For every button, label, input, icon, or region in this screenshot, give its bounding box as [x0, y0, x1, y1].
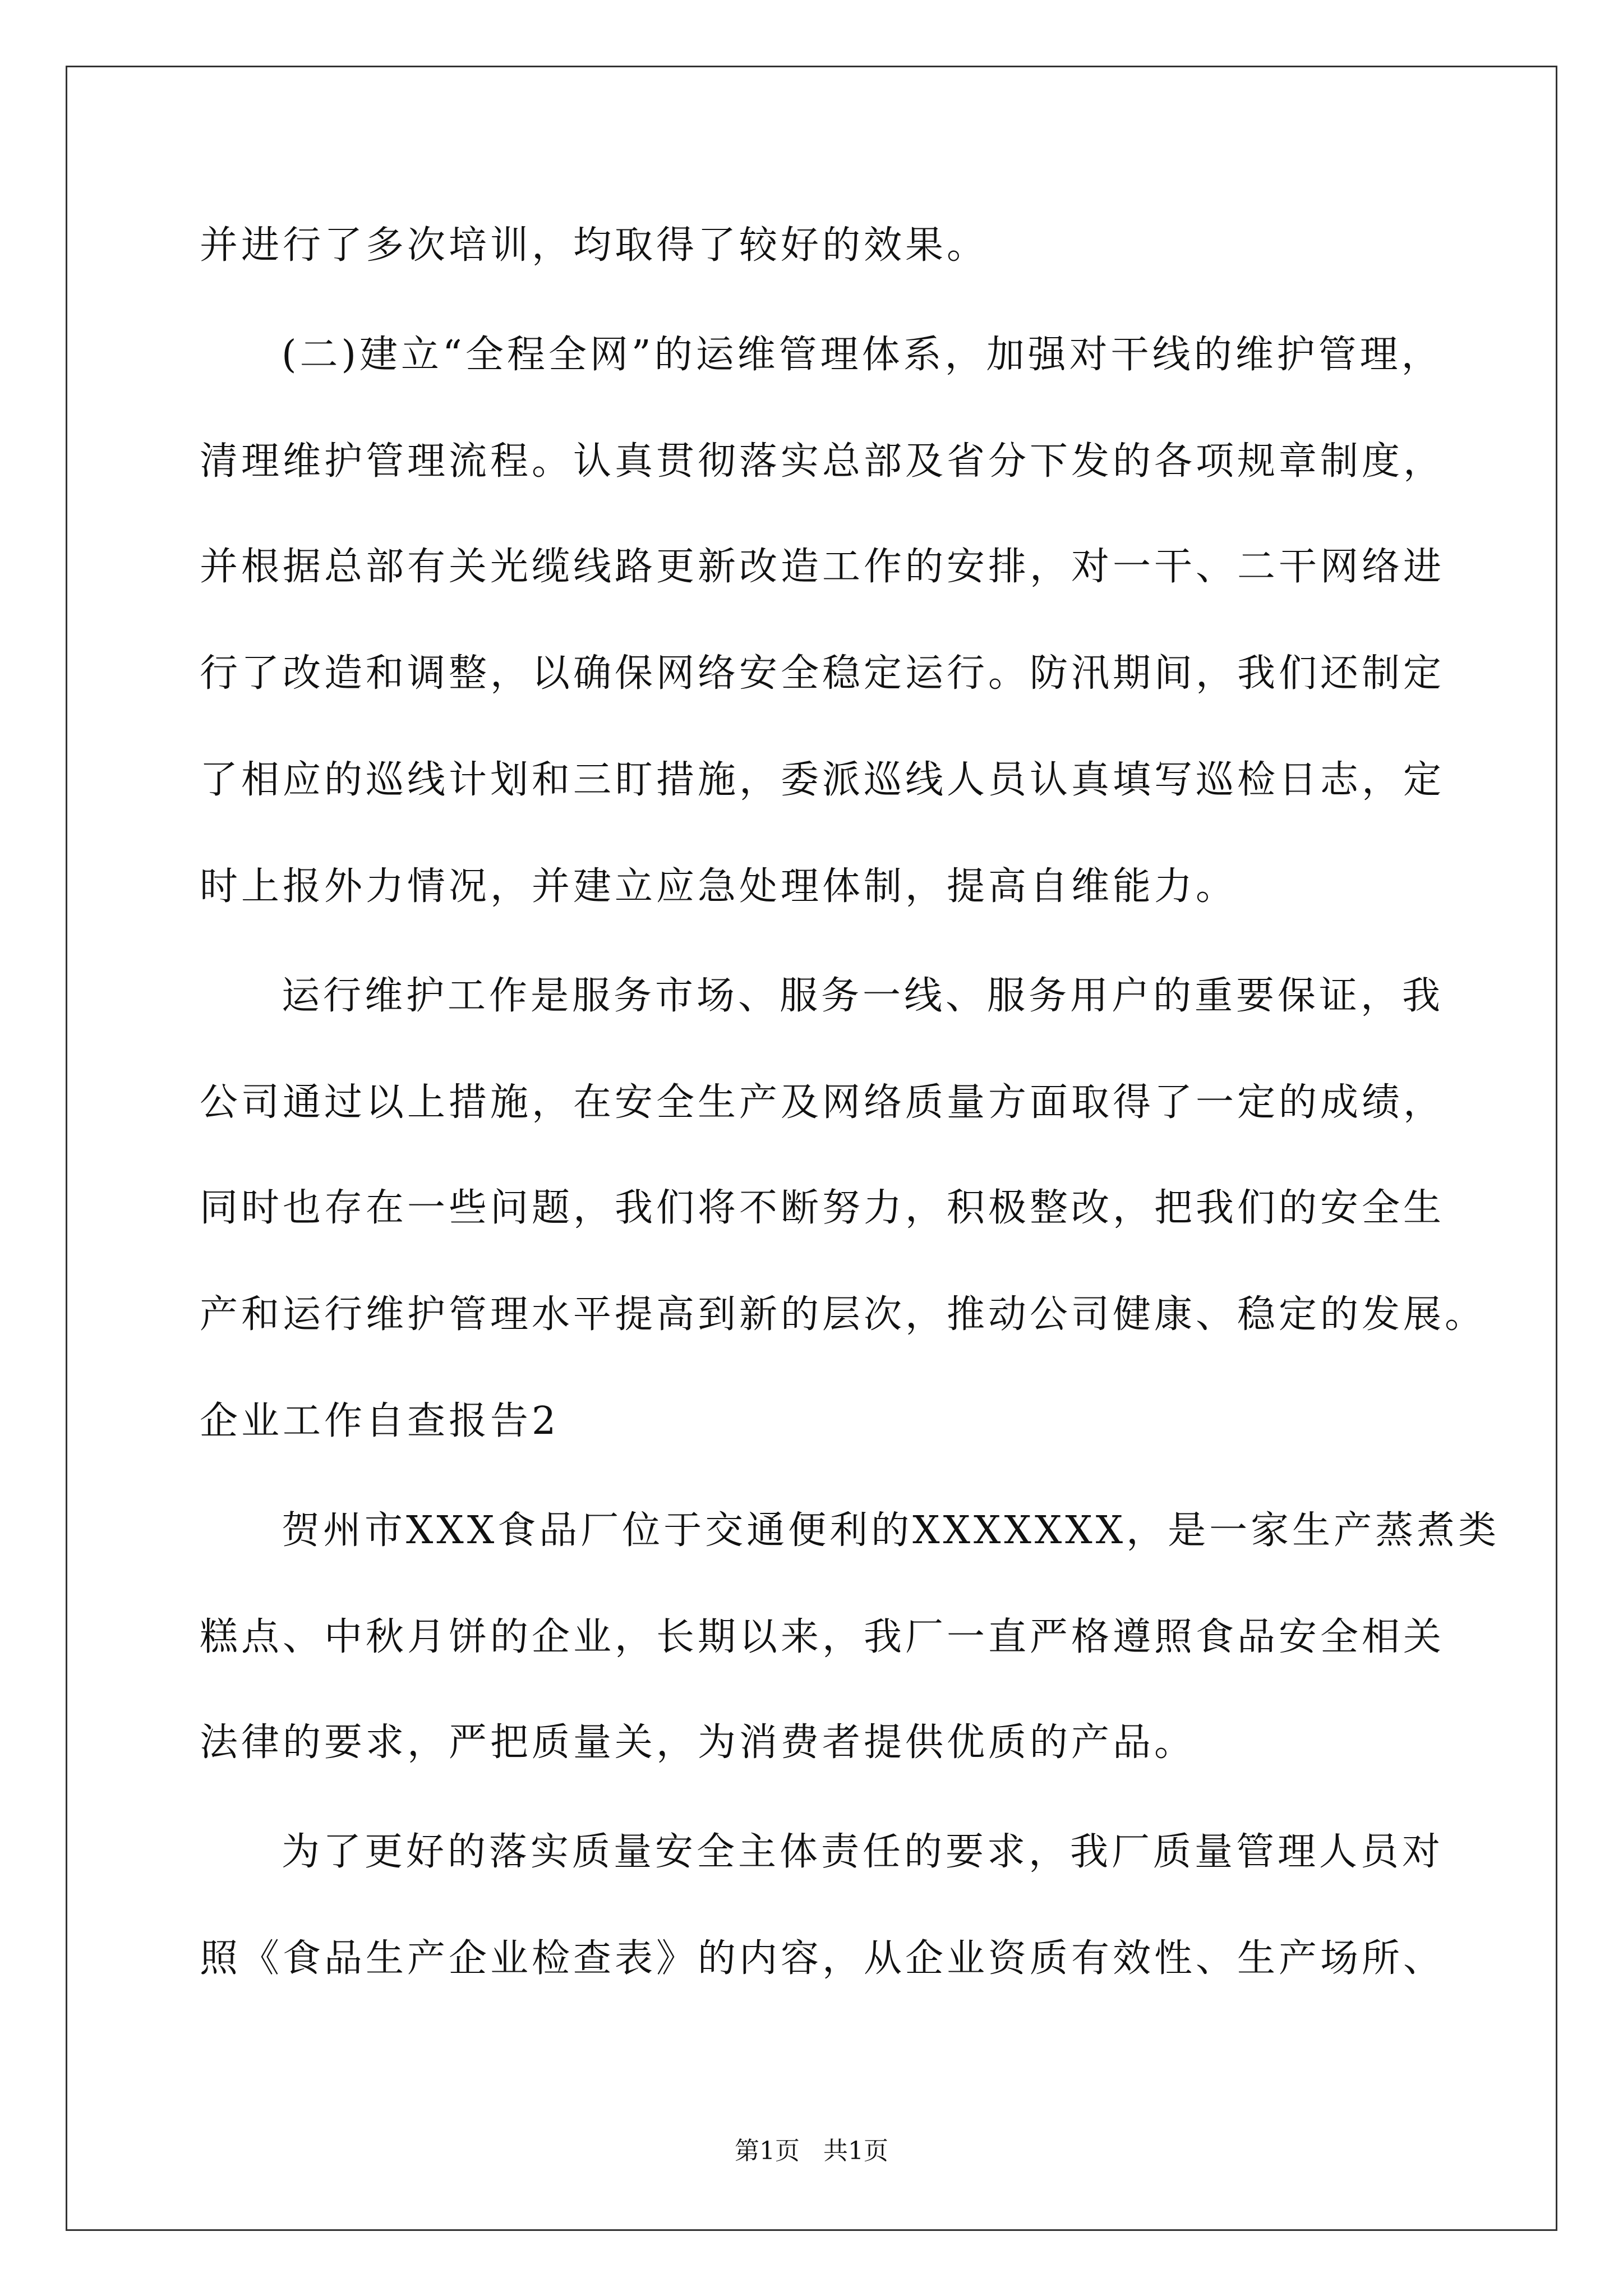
text-line: 为了更好的落实质量安全主体责任的要求，我厂质量管理人员对	[282, 1830, 1444, 1874]
text-line: 并根据总部有关光缆线路更新改造工作的安排，对一干、二干网络进	[200, 545, 1445, 589]
text-line: 产和运行维护管理水平提高到新的层次，推动公司健康、稳定的发展。	[200, 1292, 1487, 1337]
section-heading: 企业工作自查报告2	[200, 1399, 560, 1443]
text-line: 公司通过以上措施，在安全生产及网络质量方面取得了一定的成绩，	[200, 1080, 1445, 1125]
text-line: 糕点、中秋月饼的企业，长期以来，我厂一直严格遵照食品安全相关	[200, 1615, 1445, 1659]
text-line: 行了改造和调整，以确保网络安全稳定运行。防汛期间，我们还制定	[200, 651, 1445, 696]
text-line: 贺州市XXX食品厂位于交通便利的XXXXXXX，是一家生产蒸煮类	[282, 1508, 1500, 1553]
text-line: 时上报外力情况，并建立应急处理体制，提高自维能力。	[200, 864, 1238, 909]
page-current: 第1页	[735, 2137, 800, 2165]
text-line: 照《食品生产企业检查表》的内容，从企业资质有效性、生产场所、	[200, 1936, 1445, 1981]
text-line: 并进行了多次培训，均取得了较好的效果。	[200, 223, 989, 268]
page-footer	[0, 2134, 1623, 2168]
text-line: (二)建立“全程全网”的运维管理体系，加强对干线的维护管理，	[282, 333, 1443, 377]
text-line: 同时也存在一些问题，我们将不断努力，积极整改，把我们的安全生	[200, 1186, 1445, 1230]
text-line: 法律的要求，严把质量关，为消费者提供优质的产品。	[200, 1720, 1196, 1765]
page-total: 共1页	[823, 2137, 888, 2165]
text-line: 了相应的巡线计划和三盯措施，委派巡线人员认真填写巡检日志，定	[200, 758, 1445, 802]
text-line: 运行维护工作是服务市场、服务一线、服务用户的重要保证，我	[282, 974, 1444, 1018]
page-border	[66, 66, 1557, 2231]
text-line: 清理维护管理流程。认真贯彻落实总部及省分下发的各项规章制度，	[200, 439, 1445, 484]
